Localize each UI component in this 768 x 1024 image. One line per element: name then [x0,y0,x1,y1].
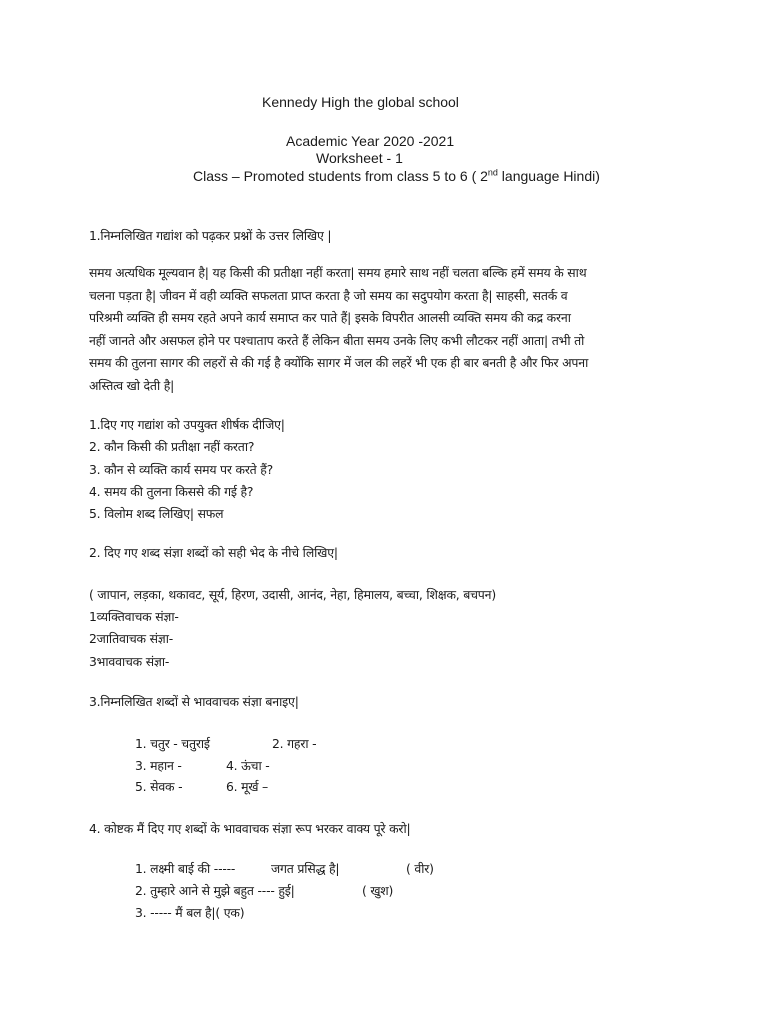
q2-category-2: 2जातिवाचक संज्ञा- [89,631,173,646]
q1-question-1: 1.दिए गए गद्यांश को उपयुक्त शीर्षक दीजिए| [89,417,285,432]
passage-line: चलना पड़ता है| जीवन में वही व्यक्ति सफलता प्राप्त करता है जो समय का सदुपयोग करता है| साहसी, सतर्क व [89,287,568,303]
q3-item-2: 2. गहरा - [272,736,317,751]
academic-year: Academic Year 2020 -2021 [286,133,455,149]
q1-question-5: 5. विलोम शब्द लिखिए| सफल [89,506,224,521]
q4-heading: 4. कोष्टक मैं दिए गए शब्दों के भाववाचक संज्ञा रूप भरकर वाक्य पूरे करो| [89,821,411,836]
class-info-superscript: nd [487,167,498,178]
class-info-prefix: Class – Promoted students from class 5 to 6 ( 2 [193,168,488,184]
q1-heading: 1.निम्नलिखित गद्यांश को पढ़कर प्रश्नों के उत्तर लिखिए | [89,228,332,243]
q2-word-list: ( जापान, लड़का, थकावट, सूर्य, हिरण, उदासी, आनंद, नेहा, हिमालय, बच्चा, शिक्षक, बचपन) [89,587,496,602]
q4-item-1-text: जगत प्रसिद्ध है| [271,861,340,876]
q2-category-3: 3भाववाचक संज्ञा- [89,654,170,669]
q4-item-1-hint: ( वीर) [406,861,434,876]
q1-question-4: 4. समय की तुलना किससे की गई है? [89,484,254,499]
q3-item-4: 4. ऊंचा - [226,758,270,773]
q4-item-1: 1. लक्ष्मी बाई की ----- [135,861,236,876]
passage-line: समय की तुलना सागर की लहरों से की गई है क्योंकि सागर में जल की लहरें भी एक ही बार बनती है और फिर अपना [89,355,589,371]
q2-heading: 2. दिए गए शब्द संज्ञा शब्दों को सही भेद के नीचे लिखिए| [89,545,338,560]
q3-heading: 3.निम्नलिखित शब्दों से भाववाचक संज्ञा बनाइए| [89,694,299,709]
passage-line: अस्तित्व खो देती है| [89,377,175,393]
passage-line: नहीं जानते और असफल होने पर पश्चाताप करते हैं लेकिन बीता समय उनके लिए कभी लौटकर नहीं आता| तभी तो [89,332,585,348]
q3-item-6: 6. मूर्ख – [226,779,269,794]
q3-item-3: 3. महान - [135,758,182,773]
q3-item-5: 5. सेवक - [135,779,183,794]
q4-item-3: 3. ----- मैं बल है|( एक) [135,905,245,920]
class-info-suffix: language Hindi) [497,168,600,184]
passage-line: परिश्रमी व्यक्ति ही समय रहते अपने कार्य समाप्त कर पाते हैं| इसके विपरीत आलसी व्यक्ति समय की कद्र करना [89,310,571,326]
q4-item-2: 2. तुम्हारे आने से मुझे बहुत ---- हुई| [135,883,295,898]
q2-category-1: 1व्यक्तिवाचक संज्ञा- [89,609,179,624]
class-info [193,167,600,185]
q1-question-3: 3. कौन से व्यक्ति कार्य समय पर करते हैं? [89,462,274,477]
school-name: Kennedy High the global school [262,94,459,110]
q4-item-2-hint: ( खुश) [362,883,394,898]
worksheet-number: Worksheet - 1 [316,150,403,166]
q1-passage [89,262,689,398]
q1-question-2: 2. कौन किसी की प्रतीक्षा नहीं करता? [89,439,255,454]
passage-line: समय अत्यधिक मूल्यवान है| यह किसी की प्रतीक्षा नहीं करता| समय हमारे साथ नहीं चलता बल्कि हमें समय के साथ [89,265,587,280]
q3-item-1: 1. चतुर - चतुराई [135,736,210,751]
